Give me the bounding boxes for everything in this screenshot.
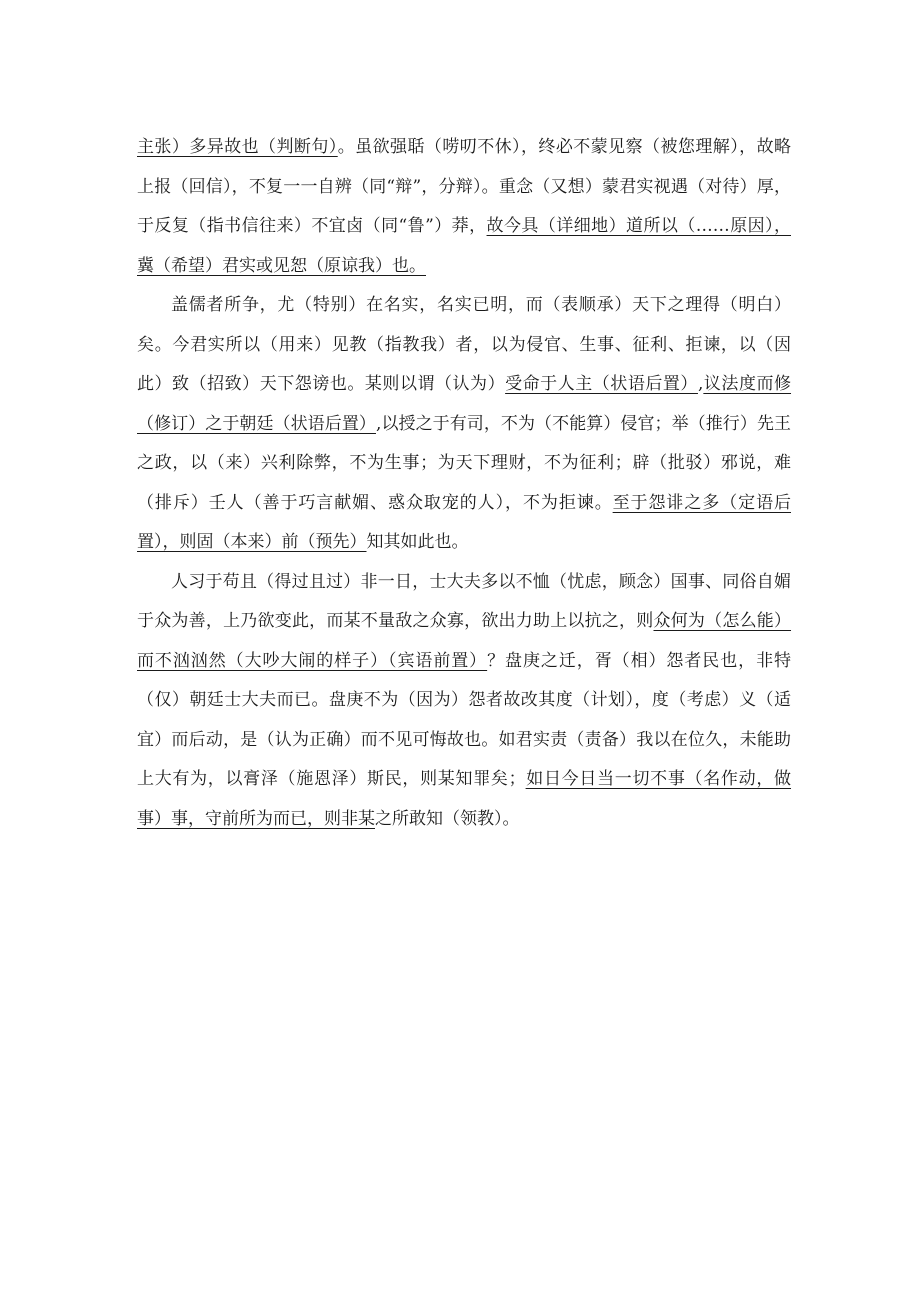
underlined-phrase: 议法度而修（修订）之于朝廷（状语后置）: [137, 374, 792, 434]
paragraph-3: [137, 563, 791, 840]
underlined-phrase: 至于怨诽之多（定语后置），则固（本来）前（预先）: [137, 492, 791, 552]
text-run: 盖儒者所争，尤（特别）在名实，名实已明，而（表顺承）天下之理得（明白）矣。今君实所以（用来）见教（指教我）者，以为侵官、生事、征利、拒谏，以（因此）致（招致）天下怨谤也。某则以谓（认为）: [137, 295, 791, 394]
text-run: 之所敢知（领教）。: [375, 808, 520, 829]
text-run: 人习于苟且（得过且过）非一日，士大夫多以不恤（忧虑，顾念）国事、同俗自媚于众为善，上乃欲变此，而某不量敌之众寡，欲出力助上以抗之，则: [137, 571, 791, 631]
underlined-phrase: 众何为（怎么能）而不汹汹然（大吵大闹的样子）（宾语前置）: [137, 611, 792, 671]
text-run: ,以授之于有司，不为（不能算）侵官；举（推行）先王之政，以（来）兴利除弊，不为生事；为天下理财，不为征利；辟（批驳）邪说，难（排斥）壬人（善于巧言献媚、惑众取宠的人），不为拒谏。: [137, 413, 792, 513]
paragraph-2: [137, 286, 791, 563]
text-run: ？盘庚之迁，胥（相）怨者民也，非特（仅）朝廷士大夫而已。盘庚不为（因为）怨者故改其度（计划），度（考虑）义（适宜）而后动，是（认为正确）而不见可悔故也。如君实责（责备）我以在位久，未能助上大有为，以膏泽（施恩泽）斯民，则某知罪矣；: [137, 650, 792, 789]
underlined-phrase: 受命于人主（状语后置）: [505, 374, 698, 394]
paragraph-1: [137, 128, 791, 286]
underlined-phrase: 故今具（详细地）道所以（……原因），冀（希望）君实或见恕（原谅我）也。: [137, 216, 791, 276]
text-run: 知其如此也。: [366, 532, 469, 552]
document-body: [137, 128, 791, 839]
text-run: ,: [697, 374, 704, 394]
underlined-phrase: 主张）多异故也（判断句）: [137, 137, 338, 157]
underlined-phrase: 如日今日当一切不事（名作动，做事）事，守前所为而已，则非某: [137, 769, 792, 829]
text-run: 。虽欲强聒（唠叨不休），终必不蒙见察（被您理解），故略上报（回信），不复一一自辨（同“辩”，分辩）。重念（又想）蒙君实视遇（对待）厚，于反复（指书信往来）不宜卤（同“鲁”）莽，: [137, 137, 792, 236]
